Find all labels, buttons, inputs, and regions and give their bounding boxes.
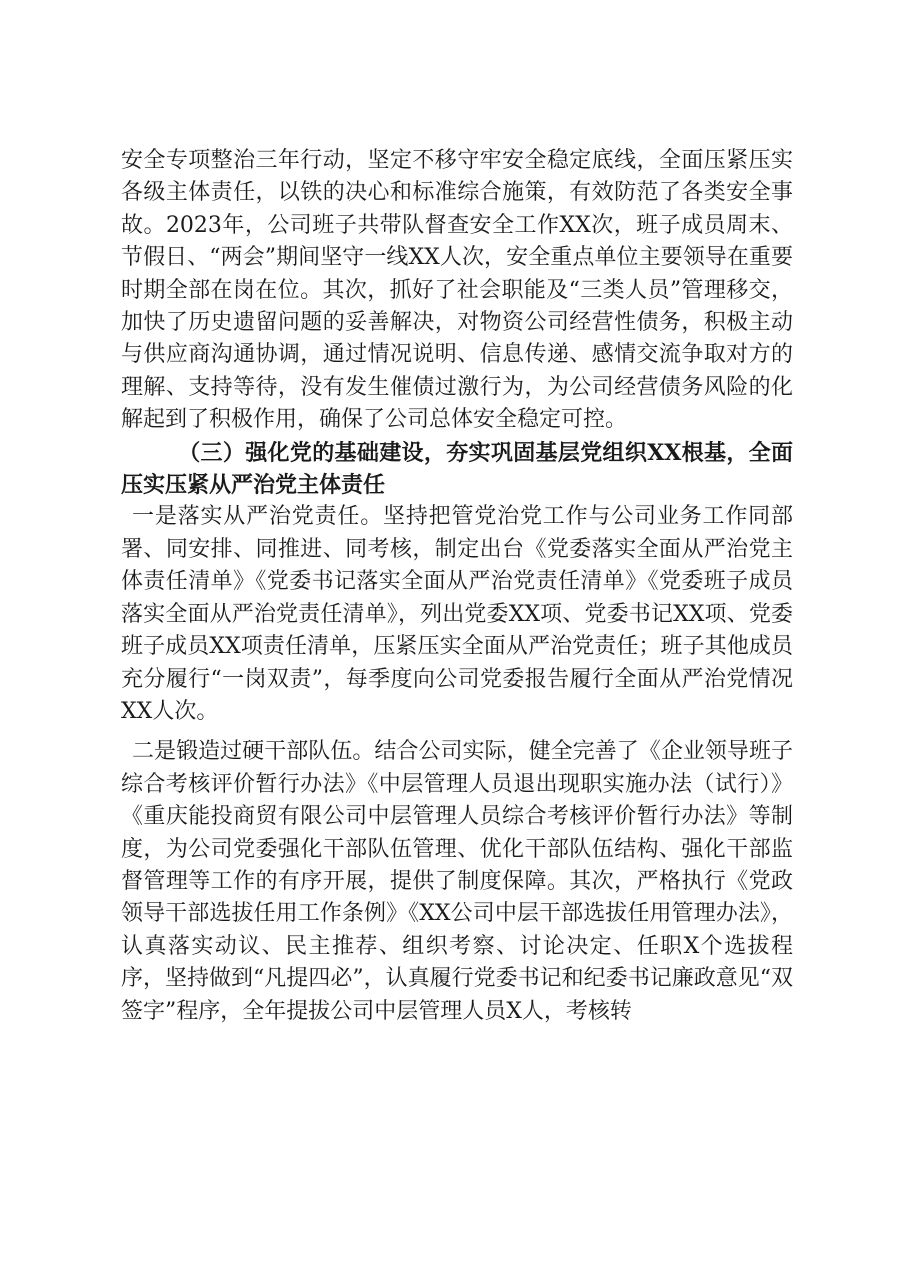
paragraph-gap xyxy=(121,728,793,736)
paragraph-cadre-team: 二是锻造过硬干部队伍。结合公司实际，健全完善了《企业领导班子综合考核评价暂行办法》《中层管理人员退出现职实施办法（试行）》《重庆能投商贸有限公司中层管理人员综合考核评价暂行办法》等制度，为公司党委强化干部队伍管理、优化干部队伍结构、强化干部监督管理等工作的有序开展，提供了制度保障。其次，严格执行《党政领导干部选拔任用工作条例》《XX公司中层干部选拔任用管理办法》，认真落实动议、民主推荐、组织考察、讨论决定、任职X个选拔程序，坚持做到“凡提四必”，认真履行党委书记和纪委书记廉政意见“双签字”程序，全年提拔公司中层管理人员X人，考核转 xyxy=(121,739,793,1024)
paragraph-safety: 安全专项整治三年行动，坚定不移守牢安全稳定底线，全面压紧压实各级主体责任，以铁的决心和标准综合施策，有效防范了各类安全事故。2023年，公司班子共带队督查安全工作XX次，班子成员周末、节假日、“两会”期间坚守一线XX人次，安全重点单位主要领导在重要时期全部在岗在位。其次，抓好了社会职能及“三类人员”管理移交，加快了历史遗留问题的妥善解决，对物资公司经营性债务，积极主动与供应商沟通协调，通过情况说明、信息传递、感情交流争取对方的理解、支持等待，没有发生催债过激行为，为公司经营债务风险的化解起到了积极作用，确保了公司总体安全稳定可控。 xyxy=(121,148,793,433)
paragraph-party-responsibility: 一是落实从严治党责任。坚持把管党治党工作与公司业务工作同部署、同安排、同推进、同考核，制定出台《党委落实全面从严治党主体责任清单》《党委书记落实全面从严治党责任清单》《党委班子成员落实全面从严治党责任清单》，列出党委XX项、党委书记XX项、党委班子成员XX项责任清单，压紧压实全面从严治党责任；班子其他成员充分履行“一岗双责”，每季度向公司党委报告履行全面从严治党情况XX人次。 xyxy=(121,504,793,724)
document-body xyxy=(121,145,793,1028)
section-heading-3: （三）强化党的基础建设，夯实巩固基层党组织XX根基，全面压实压紧从严治党主体责任 xyxy=(121,439,794,499)
